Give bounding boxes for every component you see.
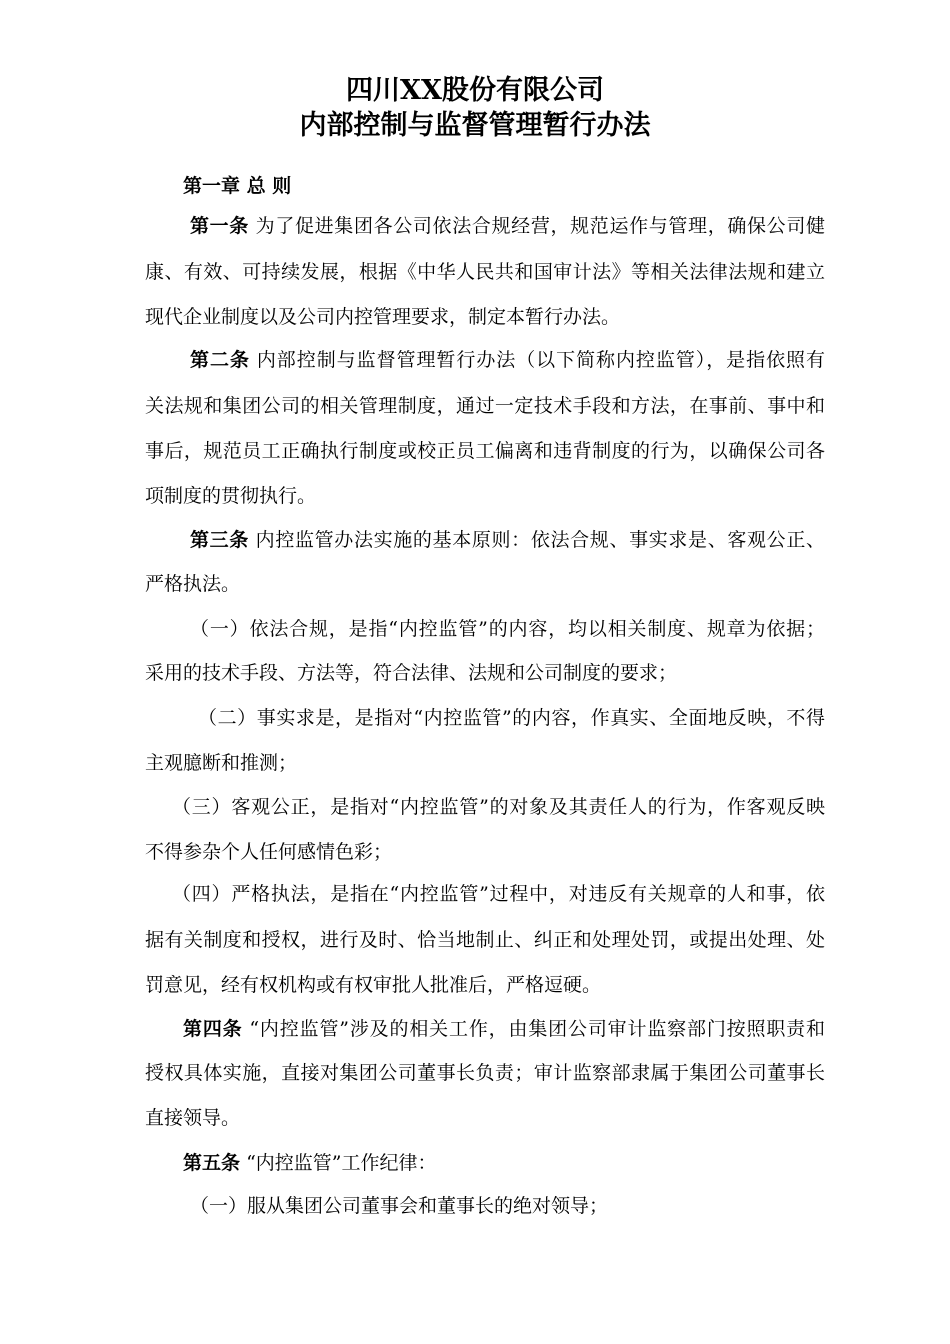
article-1-line-2: 康、有效、可持续发展，根据《中华人民共和国审计法》等相关法律法规和建立 [145, 261, 825, 283]
article-4-line-2: 授权具体实施，直接对集团公司董事长负责；审计监察部隶属于集团公司董事长 [145, 1062, 825, 1084]
article-2-text: 内部控制与监督管理暂行办法（以下简称内控监管），是指依照有 [256, 349, 825, 371]
article-5-label: 第五条 [183, 1152, 241, 1174]
article-1-line-3: 现代企业制度以及公司内控管理要求，制定本暂行办法。 [145, 306, 621, 328]
discipline-1-line: （一）服从集团公司董事会和董事长的绝对领导； [190, 1195, 609, 1217]
chapter-heading: 第一章 总 则 [183, 175, 292, 197]
article-2-line-3: 事后，规范员工正确执行制度或校正员工偏离和违背制度的行为，以确保公司各 [145, 440, 825, 462]
principle-4-line-3: 罚意见，经有权机构或有权审批人批准后，严格逗硬。 [145, 974, 602, 996]
principle-1-line-1: （一）依法合规，是指“内控监管”的内容，均以相关制度、规章为依据； [190, 618, 825, 640]
principle-4-line-2: 据有关制度和授权，进行及时、恰当地制止、纠正和处理处罚，或提出处理、处 [145, 929, 825, 951]
article-2-line-4: 项制度的贯彻执行。 [145, 485, 317, 507]
article-3-line-1 [190, 527, 825, 553]
principle-2-line-1: （二）事实求是，是指对“内控监管”的内容，作真实、全面地反映，不得 [198, 707, 825, 729]
article-1-label: 第一条 [190, 215, 249, 237]
article-2-line-2: 关法规和集团公司的相关管理制度，通过一定技术手段和方法，在事前、事中和 [145, 395, 825, 417]
article-5-text: “内控监管”工作纪律： [246, 1152, 437, 1174]
article-1-line-1 [190, 213, 825, 239]
article-1-text: 为了促进集团各公司依法合规经营，规范运作与管理，确保公司健 [255, 215, 825, 237]
article-4-text: “内控监管”涉及的相关工作，由集团公司审计监察部门按照职责和 [249, 1018, 825, 1040]
article-2-label: 第二条 [190, 349, 250, 371]
principle-1-line-2: 采用的技术手段、方法等，符合法律、法规和公司制度的要求； [145, 662, 678, 684]
article-4-label: 第四条 [183, 1018, 243, 1040]
article-4-line-3: 直接领导。 [145, 1107, 241, 1129]
principle-4-line-1: （四）严格执法，是指在“内控监管”过程中，对违反有关规章的人和事，依 [172, 883, 825, 905]
document-title-regulation: 内部控制与监督管理暂行办法 [299, 110, 651, 141]
article-5-line-1 [183, 1150, 825, 1176]
article-3-line-2: 严格执法。 [145, 573, 241, 595]
principle-3-line-2: 不得参杂个人任何感情色彩； [145, 841, 393, 863]
article-2-line-1 [190, 347, 825, 373]
principle-2-line-2: 主观臆断和推测； [145, 752, 298, 774]
document-title-company: 四川XX股份有限公司 [346, 75, 604, 106]
article-3-label: 第三条 [190, 529, 249, 551]
principle-3-line-1: （三）客观公正，是指对“内控监管”的对象及其责任人的行为，作客观反映 [172, 796, 825, 818]
article-4-line-1 [183, 1016, 825, 1042]
article-3-text: 内控监管办法实施的基本原则：依法合规、事实求是、客观公正、 [255, 529, 825, 551]
